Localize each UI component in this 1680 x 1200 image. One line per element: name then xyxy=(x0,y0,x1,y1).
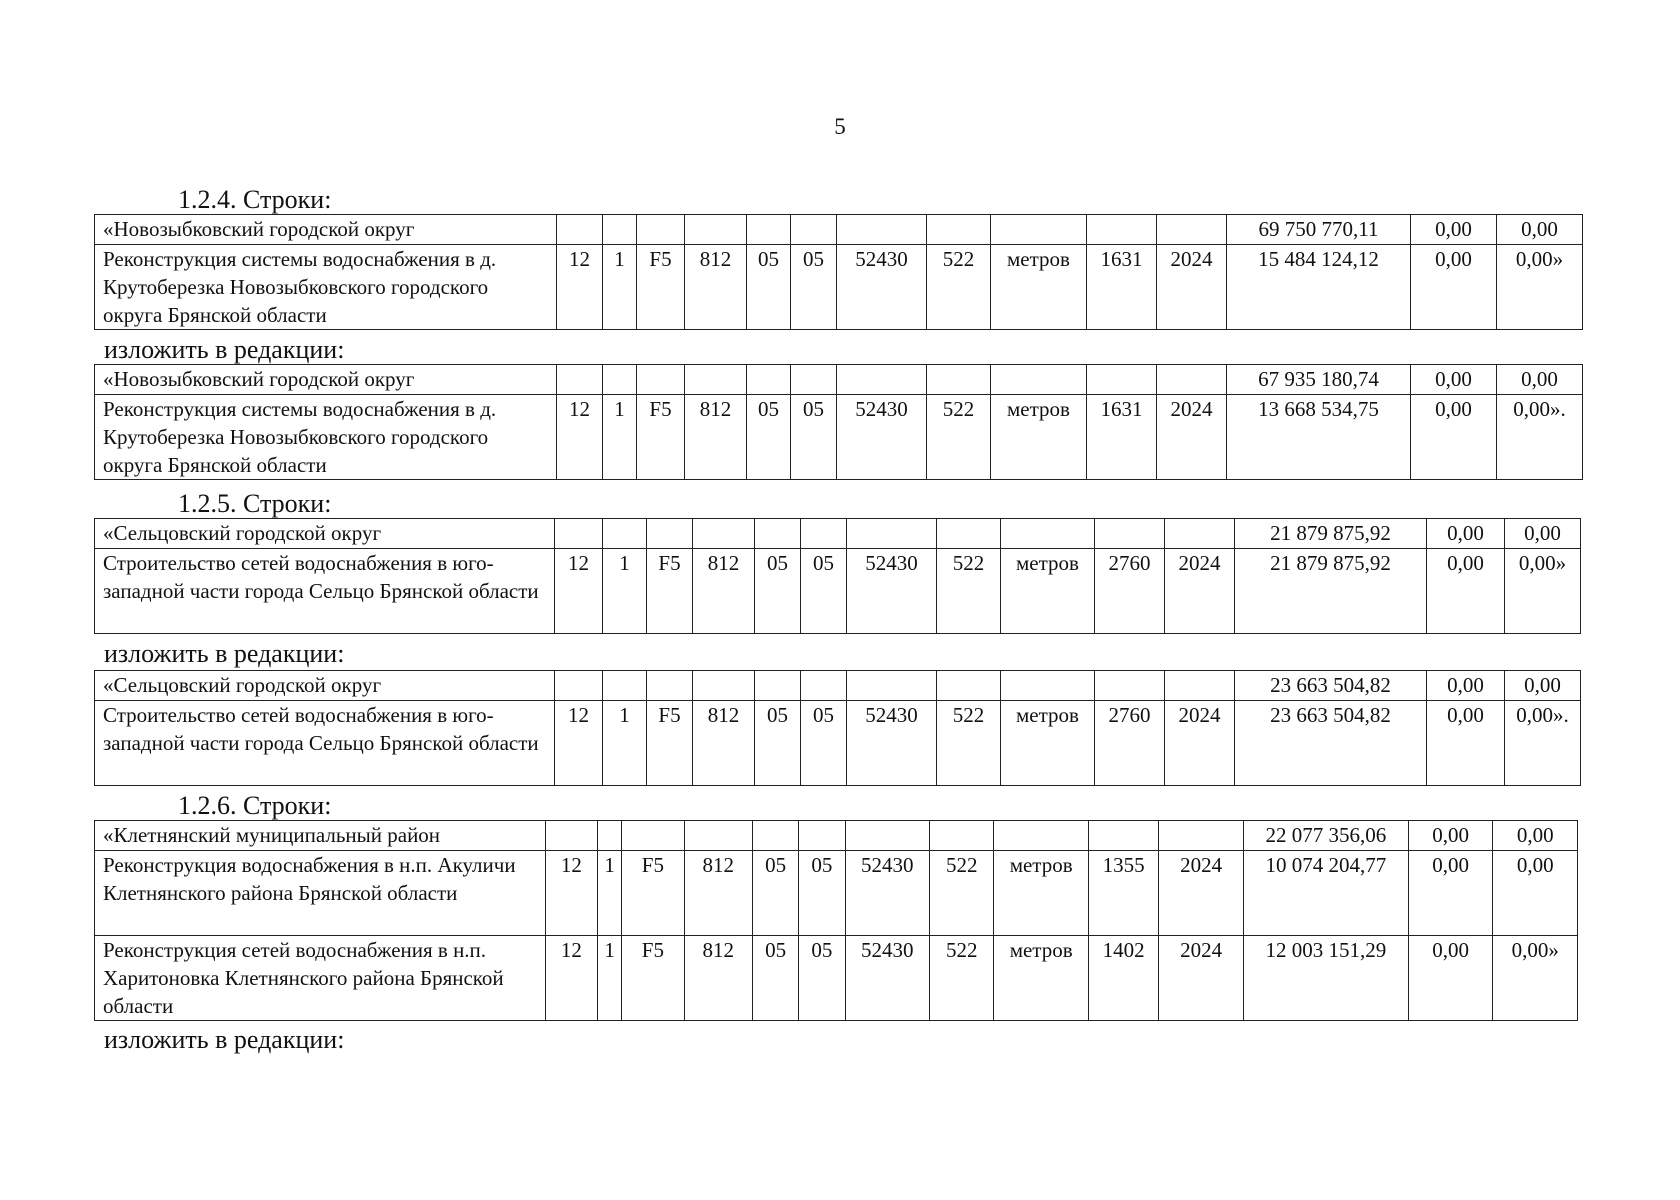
cell-code xyxy=(747,215,791,245)
cell-code xyxy=(1157,215,1227,245)
cell-code: 2024 xyxy=(1165,701,1235,786)
cell-code: 12 xyxy=(545,851,597,936)
cell-amount: 22 077 356,06 xyxy=(1243,821,1408,851)
cell-code xyxy=(1001,519,1095,549)
cell-amount: 67 935 180,74 xyxy=(1227,365,1411,395)
cell-code xyxy=(603,519,647,549)
edit-label: изложить в редакции: xyxy=(104,335,345,364)
cell-value: 0,00 xyxy=(1493,821,1578,851)
cell-code xyxy=(622,821,684,851)
cell-amount: 15 484 124,12 xyxy=(1227,245,1411,330)
cell-name: Реконструкция сетей водоснабжения в н.п. Харитоновка Клетнянского района Брянской области xyxy=(95,936,546,1021)
cell-code xyxy=(755,671,801,701)
cell-value: 0,00». xyxy=(1505,701,1581,786)
cell-value: 0,00 xyxy=(1427,701,1505,786)
cell-value: 0,00» xyxy=(1493,936,1578,1021)
cell-code: 2024 xyxy=(1159,936,1244,1021)
cell-code: F5 xyxy=(647,549,693,634)
cell-code xyxy=(927,365,991,395)
cell-value: 0,00 xyxy=(1411,395,1497,480)
cell-value: 0,00». xyxy=(1497,395,1583,480)
cell-code xyxy=(837,215,927,245)
edit-label: изложить в редакции: xyxy=(104,1025,345,1054)
old-rows-table xyxy=(94,518,1581,634)
cell-value: 0,00 xyxy=(1505,671,1581,701)
cell-code xyxy=(1088,821,1158,851)
cell-code xyxy=(791,365,837,395)
table-row xyxy=(95,549,1581,634)
cell-name: «Клетнянский муниципальный район xyxy=(95,821,546,851)
cell-code xyxy=(637,215,685,245)
cell-code: 522 xyxy=(930,936,994,1021)
cell-code: 812 xyxy=(684,936,752,1021)
cell-code: 05 xyxy=(752,851,798,936)
cell-code xyxy=(1087,215,1157,245)
cell-code xyxy=(837,365,927,395)
cell-code xyxy=(693,519,755,549)
cell-value: 0,00 xyxy=(1408,936,1493,1021)
cell-amount: 69 750 770,11 xyxy=(1227,215,1411,245)
cell-code: 1402 xyxy=(1088,936,1158,1021)
cell-code xyxy=(937,671,1001,701)
cell-code: 522 xyxy=(930,851,994,936)
cell-code xyxy=(684,821,752,851)
new-rows-table xyxy=(94,670,1581,786)
total-row xyxy=(95,519,1581,549)
cell-code xyxy=(603,365,637,395)
cell-code: 812 xyxy=(685,395,747,480)
cell-code: 2024 xyxy=(1157,245,1227,330)
cell-code: 05 xyxy=(752,936,798,1021)
cell-code: метров xyxy=(991,245,1087,330)
page-number: 5 xyxy=(834,114,846,139)
cell-amount: 12 003 151,29 xyxy=(1243,936,1408,1021)
cell-code xyxy=(1157,365,1227,395)
cell-value: 0,00 xyxy=(1427,671,1505,701)
cell-value: 0,00» xyxy=(1505,549,1581,634)
cell-code xyxy=(752,821,798,851)
cell-value: 0,00 xyxy=(1411,215,1497,245)
cell-code xyxy=(927,215,991,245)
cell-code xyxy=(747,365,791,395)
cell-name: «Сельцовский городской округ xyxy=(95,519,555,549)
total-row xyxy=(95,671,1581,701)
cell-code: 05 xyxy=(791,245,837,330)
cell-code xyxy=(685,215,747,245)
cell-code xyxy=(801,519,847,549)
cell-code: 812 xyxy=(684,851,752,936)
cell-code: 52430 xyxy=(845,851,930,936)
cell-code xyxy=(603,671,647,701)
cell-value: 0,00» xyxy=(1497,245,1583,330)
cell-code: 52430 xyxy=(837,395,927,480)
cell-code xyxy=(847,519,937,549)
cell-code: F5 xyxy=(637,245,685,330)
cell-code xyxy=(693,671,755,701)
cell-code xyxy=(647,671,693,701)
cell-code xyxy=(799,821,845,851)
cell-code xyxy=(1165,519,1235,549)
cell-value: 0,00 xyxy=(1505,519,1581,549)
cell-code: 522 xyxy=(927,395,991,480)
cell-code: 05 xyxy=(755,549,801,634)
cell-value: 0,00 xyxy=(1493,851,1578,936)
cell-code: 1 xyxy=(603,701,647,786)
cell-code: 52430 xyxy=(847,701,937,786)
cell-code xyxy=(1095,671,1165,701)
cell-code xyxy=(598,821,622,851)
cell-code: метров xyxy=(991,395,1087,480)
table-row xyxy=(95,245,1583,330)
table-row xyxy=(95,936,1578,1021)
cell-code xyxy=(555,671,603,701)
cell-code: 05 xyxy=(755,701,801,786)
cell-code: 2760 xyxy=(1095,701,1165,786)
total-row xyxy=(95,215,1583,245)
cell-code: 05 xyxy=(801,549,847,634)
cell-code xyxy=(930,821,994,851)
cell-code xyxy=(545,821,597,851)
cell-code: 05 xyxy=(801,701,847,786)
cell-code xyxy=(937,519,1001,549)
cell-code: 52430 xyxy=(845,936,930,1021)
cell-code: 2024 xyxy=(1157,395,1227,480)
cell-code xyxy=(555,519,603,549)
cell-code: 52430 xyxy=(837,245,927,330)
cell-code xyxy=(847,671,937,701)
cell-code: 52430 xyxy=(847,549,937,634)
edit-label: изложить в редакции: xyxy=(104,639,345,668)
cell-code xyxy=(557,365,603,395)
new-rows-table xyxy=(94,364,1583,480)
cell-code: метров xyxy=(1001,549,1095,634)
cell-code: метров xyxy=(994,936,1089,1021)
cell-code xyxy=(685,365,747,395)
total-row xyxy=(95,365,1583,395)
cell-amount: 21 879 875,92 xyxy=(1235,549,1427,634)
cell-code: 1 xyxy=(598,851,622,936)
cell-name: Реконструкция системы водоснабжения в д. Крутоберезка Новозыбковского городского округа Брянской области xyxy=(95,245,557,330)
cell-value: 0,00 xyxy=(1408,821,1493,851)
cell-code xyxy=(647,519,693,549)
cell-code: 1 xyxy=(598,936,622,1021)
old-rows-table xyxy=(94,214,1583,330)
cell-name: Строительство сетей водоснабжения в юго-западной части города Сельцо Брянской области xyxy=(95,549,555,634)
cell-amount: 10 074 204,77 xyxy=(1243,851,1408,936)
cell-code: 2024 xyxy=(1165,549,1235,634)
cell-code xyxy=(637,365,685,395)
section-heading: 1.2.4. Строки: xyxy=(178,185,332,214)
cell-code: 05 xyxy=(747,245,791,330)
cell-code: 12 xyxy=(555,701,603,786)
cell-code xyxy=(991,215,1087,245)
cell-code: F5 xyxy=(622,936,684,1021)
cell-code: 1 xyxy=(603,549,647,634)
cell-code xyxy=(603,215,637,245)
cell-code: 812 xyxy=(693,701,755,786)
cell-code: 812 xyxy=(685,245,747,330)
cell-code: 1631 xyxy=(1087,245,1157,330)
section-heading: 1.2.6. Строки: xyxy=(178,791,332,820)
old-rows-table xyxy=(94,820,1578,1021)
cell-code xyxy=(1159,821,1244,851)
table-row xyxy=(95,851,1578,936)
table-row xyxy=(95,395,1583,480)
section-heading: 1.2.5. Строки: xyxy=(178,489,332,518)
cell-code: 1631 xyxy=(1087,395,1157,480)
cell-value: 0,00 xyxy=(1411,365,1497,395)
cell-code: 12 xyxy=(545,936,597,1021)
cell-code: 812 xyxy=(693,549,755,634)
cell-code: 522 xyxy=(937,701,1001,786)
cell-code: 522 xyxy=(927,245,991,330)
cell-code xyxy=(791,215,837,245)
cell-amount: 13 668 534,75 xyxy=(1227,395,1411,480)
cell-code: F5 xyxy=(647,701,693,786)
cell-code: 1 xyxy=(603,245,637,330)
cell-code: 05 xyxy=(747,395,791,480)
cell-code xyxy=(994,821,1089,851)
cell-code xyxy=(801,671,847,701)
cell-name: Реконструкция системы водоснабжения в д. Крутоберезка Новозыбковского городского округа Брянской области xyxy=(95,395,557,480)
cell-code: 05 xyxy=(799,851,845,936)
cell-value: 0,00 xyxy=(1427,549,1505,634)
cell-amount: 23 663 504,82 xyxy=(1235,701,1427,786)
cell-code xyxy=(1087,365,1157,395)
cell-code: 2024 xyxy=(1159,851,1244,936)
cell-code: 2760 xyxy=(1095,549,1165,634)
table-row xyxy=(95,701,1581,786)
cell-code xyxy=(755,519,801,549)
cell-name: Строительство сетей водоснабжения в юго-западной части города Сельцо Брянской области xyxy=(95,701,555,786)
cell-code xyxy=(1001,671,1095,701)
cell-amount: 21 879 875,92 xyxy=(1235,519,1427,549)
cell-code: F5 xyxy=(622,851,684,936)
cell-value: 0,00 xyxy=(1408,851,1493,936)
cell-code: 1355 xyxy=(1088,851,1158,936)
cell-name: «Новозыбковский городской округ xyxy=(95,215,557,245)
cell-code xyxy=(1095,519,1165,549)
cell-code: F5 xyxy=(637,395,685,480)
cell-name: «Новозыбковский городской округ xyxy=(95,365,557,395)
cell-code xyxy=(1165,671,1235,701)
cell-name: «Сельцовский городской округ xyxy=(95,671,555,701)
cell-code: 05 xyxy=(799,936,845,1021)
cell-amount: 23 663 504,82 xyxy=(1235,671,1427,701)
cell-code: 12 xyxy=(557,245,603,330)
cell-code xyxy=(557,215,603,245)
cell-name: Реконструкция водоснабжения в н.п. Акуличи Клетнянского района Брянской области xyxy=(95,851,546,936)
cell-code: метров xyxy=(994,851,1089,936)
cell-code: метров xyxy=(1001,701,1095,786)
cell-code: 12 xyxy=(555,549,603,634)
cell-value: 0,00 xyxy=(1497,365,1583,395)
cell-value: 0,00 xyxy=(1497,215,1583,245)
cell-code: 12 xyxy=(557,395,603,480)
cell-code xyxy=(845,821,930,851)
cell-code: 05 xyxy=(791,395,837,480)
total-row xyxy=(95,821,1578,851)
cell-code: 1 xyxy=(603,395,637,480)
cell-code xyxy=(991,365,1087,395)
cell-value: 0,00 xyxy=(1427,519,1505,549)
cell-value: 0,00 xyxy=(1411,245,1497,330)
cell-code: 522 xyxy=(937,549,1001,634)
